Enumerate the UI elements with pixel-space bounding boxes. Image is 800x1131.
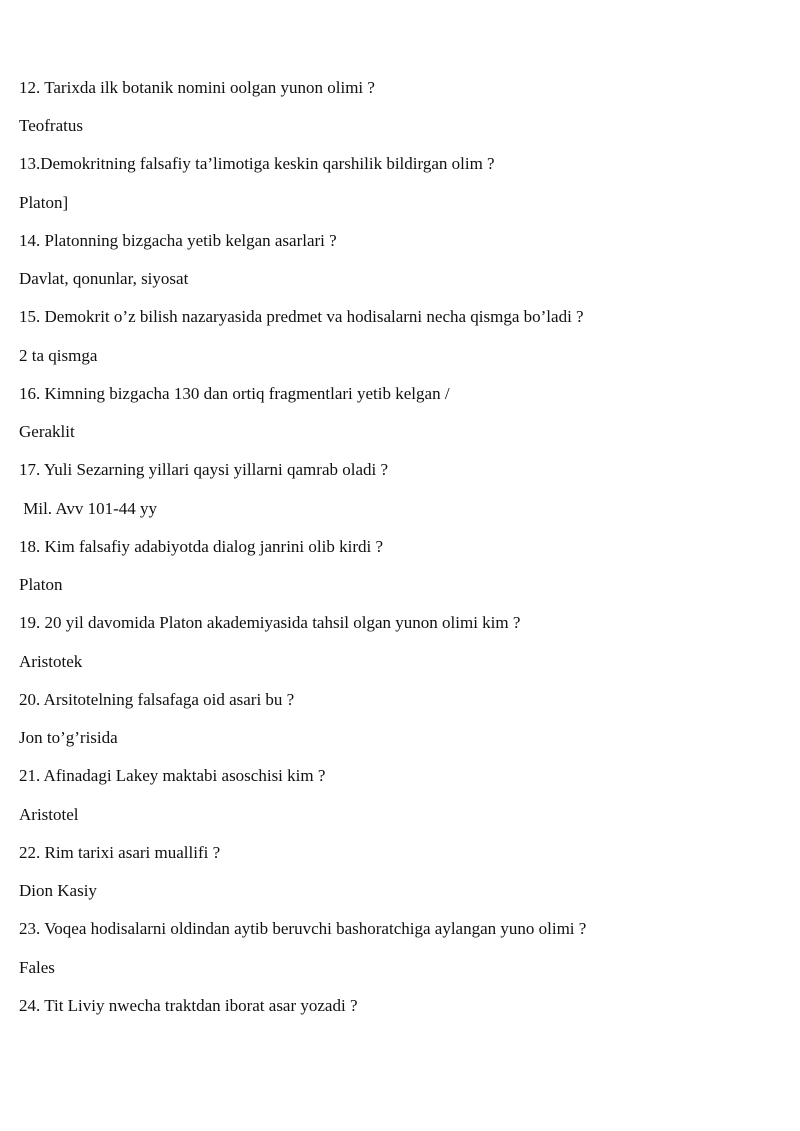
question-12: 12. Tarixda ilk botanik nomini oolgan yunon olimi ? [19,78,375,97]
answer-17: Mil. Avv 101-44 yy [19,499,158,518]
answer-23: Fales [19,958,55,977]
answer-14: Davlat, qonunlar, siyosat [19,269,189,288]
question-22: 22. Rim tarixi asari muallifi ? [19,843,221,862]
question-13: 13.Demokritning falsafiy ta’limotiga keskin qarshilik bildirgan olim ? [19,154,495,173]
answer-21: Aristotel [19,805,79,824]
question-19: 19. 20 yil davomida Platon akademiyasida tahsil olgan yunon olimi kim ? [19,613,521,632]
question-14: 14. Platonning bizgacha yetib kelgan asarlari ? [19,231,337,250]
question-23: 23. Voqea hodisalarni oldindan aytib beruvchi bashoratchiga aylangan yuno olimi ? [19,919,587,938]
question-18: 18. Kim falsafiy adabiyotda dialog janrini olib kirdi ? [19,537,383,556]
answer-19: Aristotek [19,652,83,671]
question-20: 20. Arsitotelning falsafaga oid asari bu ? [19,690,295,709]
answer-18: Platon [19,575,63,594]
question-17: 17. Yuli Sezarning yillari qaysi yillarni qamrab oladi ? [19,460,389,479]
question-16: 16. Kimning bizgacha 130 dan ortiq fragmentlari yetib kelgan / [19,384,450,403]
answer-22: Dion Kasiy [19,881,97,900]
answer-13: Platon] [19,193,69,212]
answer-12: Teofratus [19,116,83,135]
question-24: 24. Tit Liviy nwecha traktdan iborat asar yozadi ? [19,996,358,1015]
answer-15: 2 ta qismga [19,346,98,365]
question-21: 21. Afinadagi Lakey maktabi asoschisi kim ? [19,766,326,785]
answer-16: Geraklit [19,422,75,441]
question-15: 15. Demokrit o’z bilish nazaryasida predmet va hodisalarni necha qismga bo’ladi ? [19,307,584,326]
answer-20: Jon to’g’risida [19,728,118,747]
